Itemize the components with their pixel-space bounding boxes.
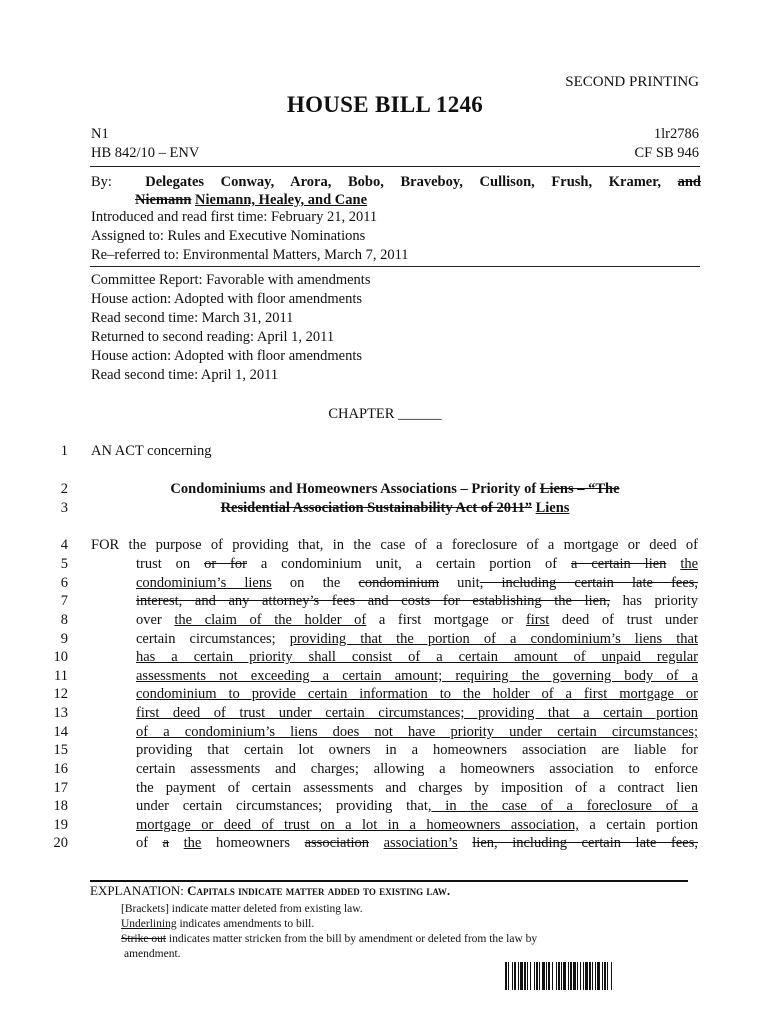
text-run: a certain portion <box>589 817 699 833</box>
line-number: 19 <box>53 817 68 833</box>
body-line-18 <box>136 798 698 815</box>
line-number: 6 <box>60 575 68 591</box>
line-number: 5 <box>60 556 68 572</box>
history-line: Re–referred to: Environmental Matters, March 7, 2011 <box>91 247 409 263</box>
text-run: deed of trust under <box>561 612 698 628</box>
line-number: 15 <box>53 742 68 758</box>
text-run: unit <box>457 575 480 591</box>
struck-and: and <box>677 174 701 190</box>
history-block-1 <box>91 208 701 265</box>
line-number: 9 <box>60 631 68 647</box>
line-number: 12 <box>53 686 68 702</box>
subject-struck: Residential Association Sustainability Act of 2011” <box>220 500 532 516</box>
text-run: on the <box>289 575 341 591</box>
history-line: Assigned to: Rules and Executive Nominations <box>91 228 366 244</box>
line-number: 8 <box>60 612 68 628</box>
added-run: first deed of trust under certain circumstances; providing that a certain portion <box>136 705 698 721</box>
line-number: 7 <box>60 593 68 609</box>
history-line: House action: Adopted with floor amendments <box>91 348 363 364</box>
added-run: condominium to provide certain information to the holder of a first mortgage or <box>136 686 698 702</box>
line-number: 20 <box>53 835 68 851</box>
struck-run: , including certain late fees, <box>479 575 699 591</box>
struck-run: a <box>162 835 170 851</box>
code-left-2: HB 842/10 – ENV <box>91 145 200 161</box>
body-line-11 <box>136 668 698 685</box>
bill-subject-line-2 <box>90 500 700 517</box>
history-line: Read second time: April 1, 2011 <box>91 367 279 383</box>
body-line-8 <box>136 612 698 629</box>
line-number: 11 <box>54 668 68 684</box>
added-run: has a certain priority shall consist of a certain amount of unpaid regular <box>136 649 698 665</box>
body-line-6 <box>136 575 698 592</box>
text-run: of <box>136 835 149 851</box>
text-run: homeowners <box>215 835 291 851</box>
added-run: the claim of the holder of <box>174 612 367 628</box>
body-line-12 <box>136 686 698 703</box>
history-line: Committee Report: Favorable with amendments <box>91 272 371 288</box>
added-run: first <box>525 612 550 628</box>
body-line-19 <box>136 817 698 834</box>
text-run: has priority <box>622 593 698 609</box>
chapter-line: CHAPTER ______ <box>328 406 442 422</box>
struck-run: condominium <box>358 575 439 591</box>
line-number: 18 <box>53 798 68 814</box>
explanation-legend <box>121 902 537 962</box>
struck-run: or for <box>204 556 247 572</box>
body-line-9 <box>136 631 698 648</box>
body-line-4: FOR the purpose of providing that, in the case of a foreclosure of a mortgage or deed of <box>91 537 698 553</box>
text-run: trust on <box>136 556 191 572</box>
added-run: , in the case of a foreclosure of a <box>427 798 698 814</box>
line-number: 1 <box>60 443 68 459</box>
history-line: Read second time: March 31, 2011 <box>91 310 294 326</box>
line-number: 2 <box>60 481 68 497</box>
new-sponsors: Niemann, Healey, and Cane <box>195 192 368 208</box>
added-run: assessments not exceeding a certain amount; requiring the governing body of a <box>136 668 698 684</box>
struck-niemann: Niemann <box>135 192 192 208</box>
brackets-mark: [Brackets] <box>121 903 169 915</box>
underlining-text: indicates amendments to bill. <box>179 918 315 930</box>
barcode <box>505 962 691 990</box>
struck-run: association <box>304 835 370 851</box>
history-block-2 <box>91 271 701 385</box>
struck-run: lien, including certain late fees, <box>472 835 698 851</box>
body-line-10 <box>136 649 698 666</box>
text-run: a first mortgage or <box>378 612 514 628</box>
added-run: the <box>680 556 699 572</box>
line-number: 3 <box>60 500 68 516</box>
code-left-1: N1 <box>91 126 109 142</box>
text-run: certain circumstances; <box>136 631 276 647</box>
act-line: AN ACT concerning <box>91 443 212 459</box>
subject-text: Condominiums and Homeowners Associations – Priority of <box>170 481 537 497</box>
body-line-15: providing that certain lot owners in a homeowners association are liable for <box>136 742 698 758</box>
strike-text-2: amendment. <box>124 948 181 960</box>
sponsors <box>91 173 701 209</box>
added-run: the <box>183 835 202 851</box>
added-run: mortgage or deed of trust on a lot in a homeowners association, <box>136 817 579 833</box>
history-line: House action: Adopted with floor amendments <box>91 291 363 307</box>
strike-mark: Strike out <box>121 933 167 945</box>
text-run: over <box>136 612 162 628</box>
body-line-13 <box>136 705 698 722</box>
code-right-2: CF SB 946 <box>634 145 699 161</box>
history-rule <box>90 266 700 267</box>
barcode-bar <box>612 962 614 990</box>
line-number: 14 <box>53 724 68 740</box>
printing-label: SECOND PRINTING <box>565 74 699 90</box>
text-run: under certain circumstances; providing that <box>136 798 428 814</box>
body-line-5 <box>136 556 698 573</box>
added-run: condominium’s liens <box>136 575 272 591</box>
by-label: By: <box>91 174 112 190</box>
line-number: 4 <box>60 537 68 553</box>
underlining-mark: Underlining <box>121 918 177 930</box>
body-line-20 <box>136 835 698 852</box>
struck-run: a certain lien <box>571 556 667 572</box>
added-run: of a condominium’s liens does not have priority under certain circumstances; <box>136 724 698 740</box>
subject-new: Liens <box>535 500 570 516</box>
body-line-16: certain assessments and charges; allowing a homeowners association to enforce <box>136 761 698 777</box>
footer-rule <box>90 880 688 882</box>
explanation-caps: Capitals indicate matter added to existing law. <box>187 883 451 898</box>
header-rule <box>90 166 700 167</box>
history-line: Returned to second reading: April 1, 2011 <box>91 329 335 345</box>
line-number: 16 <box>53 761 68 777</box>
bill-subject-line-1 <box>90 481 700 498</box>
explanation-heading <box>90 883 450 899</box>
body-line-7 <box>136 593 698 610</box>
added-run: providing that the portion of a condominium’s liens that <box>289 631 699 647</box>
code-right-1: 1lr2786 <box>653 126 699 142</box>
line-number: 17 <box>53 780 68 796</box>
line-number: 13 <box>53 705 68 721</box>
body-line-17: the payment of certain assessments and charges by imposition of a contract lien <box>136 780 698 796</box>
text-run: a condominium unit, a certain portion of <box>260 556 558 572</box>
struck-run: interest, and any attorney’s fees and costs for establishing the lien, <box>136 593 610 609</box>
delegates-list: Delegates Conway, Arora, Bobo, Braveboy, Cullison, Frush, Kramer, <box>145 174 661 190</box>
body-line-14 <box>136 724 698 741</box>
strike-text: indicates matter stricken from the bill by amendment or deleted from the law by <box>168 933 538 945</box>
brackets-text: indicate matter deleted from existing law. <box>171 903 363 915</box>
explanation-label: EXPLANATION: <box>90 883 184 898</box>
line-number: 10 <box>53 649 68 665</box>
history-line: Introduced and read first time: February 21, 2011 <box>91 209 378 225</box>
bill-title: HOUSE BILL 1246 <box>286 92 484 117</box>
added-run: association’s <box>383 835 458 851</box>
subject-struck: Liens – “The <box>539 481 620 497</box>
